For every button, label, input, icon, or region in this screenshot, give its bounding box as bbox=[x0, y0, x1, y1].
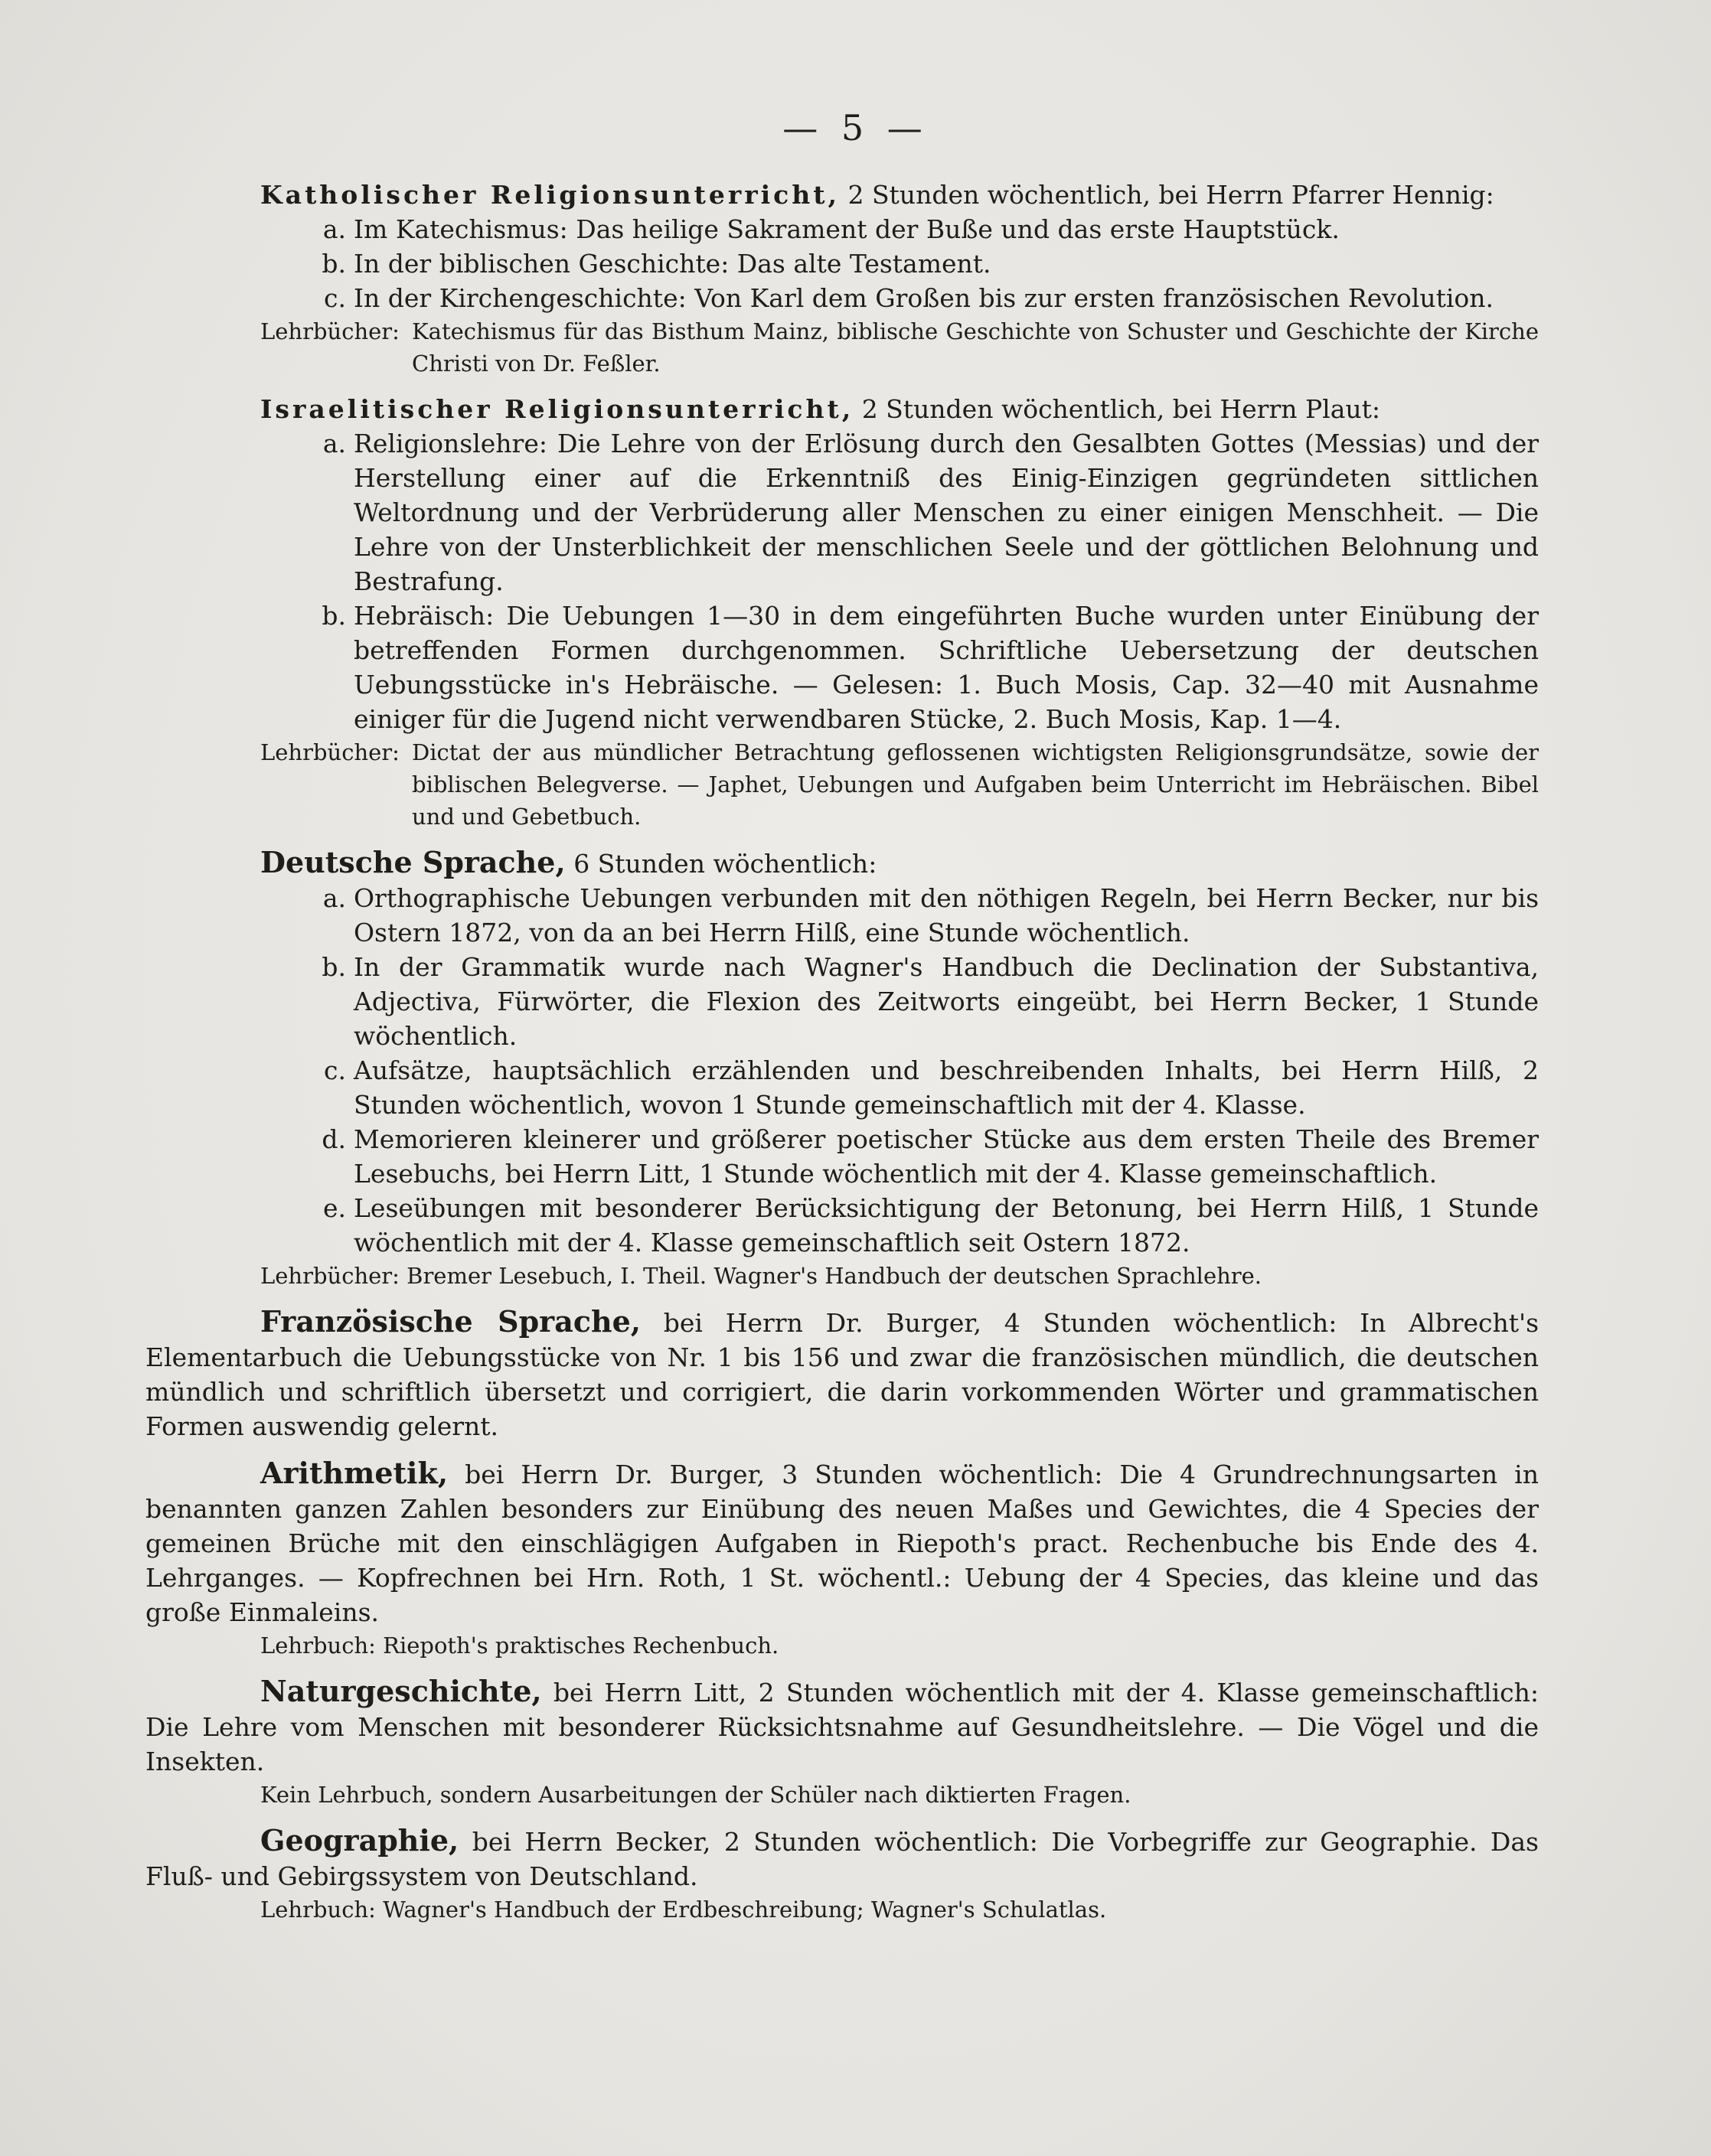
section-israelite-title: Israelitischer Religionsunterricht, bbox=[260, 394, 854, 424]
section-catholic-intro: 2 Stunden wöchentlich, bei Herrn Pfarrer Hennig: bbox=[839, 180, 1494, 210]
item-label: a. bbox=[322, 883, 346, 913]
item-text: In der Kirchengeschichte: Von Karl dem Großen bis zur ersten französischen Revolution. bbox=[354, 283, 1494, 313]
item-label: b. bbox=[322, 249, 346, 279]
textbooks-text: Dictat der aus mündlicher Betrachtung geflossenen wichtigsten Religionsgrundsätze, sowie der biblischen Belegverse. — Japhet, Uebungen und Aufgaben beim Unterricht im Hebräischen. Bibel und und Gebetbuch. bbox=[412, 739, 1539, 830]
item-text: In der biblischen Geschichte: Das alte Testament. bbox=[354, 249, 991, 279]
list-item bbox=[145, 881, 1539, 950]
list-item bbox=[145, 950, 1539, 1053]
section-geography bbox=[145, 1823, 1539, 1893]
textbooks-note bbox=[145, 315, 1539, 380]
section-natural-history bbox=[145, 1674, 1539, 1779]
section-catholic-title: Katholischer Religionsunterricht, bbox=[260, 180, 840, 210]
section-israelite-intro: 2 Stunden wöchentlich, bei Herrn Plaut: bbox=[854, 394, 1381, 424]
item-text: Aufsätze, hauptsächlich erzählenden und beschreibenden Inhalts, bei Herrn Hilß, 2 Stunden wöchentlich, wovon 1 Stunde gemeinschaftlich mit der 4. Klasse. bbox=[354, 1055, 1539, 1120]
textbooks-text: Katechismus für das Bisthum Mainz, biblische Geschichte von Schuster und Geschichte der Kirche Christi von Dr. Feßler. bbox=[412, 318, 1539, 377]
section-french-text: bei Herrn Dr. Burger, 4 Stunden wöchentlich: In Albrecht's Elementarbuch die Uebungsstücke von Nr. 1 bis 156 und zwar die französischen mündlich, die deutschen mündlich und schriftlich übersetzt und corrigiert, die darin vorkommenden Wörter und grammatischen Formen auswendig gelernt. bbox=[145, 1308, 1539, 1441]
list-item bbox=[145, 599, 1539, 736]
item-label: c. bbox=[324, 1055, 346, 1085]
list-item bbox=[145, 426, 1539, 599]
list-item bbox=[145, 212, 1539, 246]
item-label: b. bbox=[322, 601, 346, 631]
item-label: e. bbox=[322, 1193, 346, 1223]
section-arithmetic bbox=[145, 1456, 1539, 1629]
item-label: c. bbox=[324, 283, 346, 313]
item-text: Hebräisch: Die Uebungen 1—30 in dem eingeführten Buche wurden unter Einübung der betreffenden Formen durchgenommen. Schriftliche Uebersetzung der deutschen Uebungsstücke in's Hebräische. — Gelesen: 1. Buch Mosis, Cap. 32—40 mit Ausnahme einiger für die Jugend nicht verwendbaren Stücke, 2. Buch Mosis, Kap. 1—4. bbox=[354, 601, 1539, 734]
item-text: Orthographische Uebungen verbunden mit den nöthigen Regeln, bei Herrn Becker, nur bis Ostern 1872, von da an bei Herrn Hilß, eine Stunde wöchentlich. bbox=[354, 883, 1539, 948]
textbooks-note bbox=[145, 736, 1539, 833]
textbooks-label: Lehrbücher: bbox=[260, 318, 400, 344]
item-text: Im Katechismus: Das heilige Sakrament der Buße und das erste Hauptstück. bbox=[354, 214, 1340, 244]
page-number: — 5 — bbox=[782, 107, 929, 148]
section-french bbox=[145, 1304, 1539, 1443]
section-natural-history-title: Naturgeschichte, bbox=[260, 1674, 542, 1708]
section-german-intro: 6 Stunden wöchentlich: bbox=[565, 849, 877, 879]
section-arithmetic-title: Arithmetik, bbox=[260, 1456, 449, 1490]
section-geography-text: bei Herrn Becker, 2 Stunden wöchentlich: Die Vorbegriffe zur Geographie. Das Fluß- und Gebirgssystem von Deutschland. bbox=[145, 1827, 1539, 1891]
list-item bbox=[145, 1191, 1539, 1260]
item-label: a. bbox=[322, 214, 346, 244]
item-text: Religionslehre: Die Lehre von der Erlösung durch den Gesalbten Gottes (Messias) und der Herstellung einer auf die Erkenntniß des Einig-Einzigen gegründeten sittlichen Weltordnung und der Verbrüderung aller Menschen zu einer einigen Menschheit. — Die Lehre von der Unsterblichkeit der menschlichen Seele und der göttlichen Belohnung und Bestrafung. bbox=[354, 429, 1539, 596]
section-catholic-heading bbox=[145, 178, 1539, 212]
list-item bbox=[145, 281, 1539, 315]
item-label: b. bbox=[322, 952, 346, 982]
section-german-heading bbox=[145, 845, 1539, 881]
section-french-title: Französische Sprache, bbox=[260, 1304, 641, 1339]
list-item bbox=[145, 1053, 1539, 1122]
item-label: a. bbox=[322, 429, 346, 458]
section-arithmetic-text: bei Herrn Dr. Burger, 3 Stunden wöchentlich: Die 4 Grundrechnungsarten in benannten ganzen Zahlen besonders zur Einübung des neuen Maßes und Gewichtes, die 4 Species der gemeinen Brüche mit den einschlägigen Aufgaben in Riepoth's pract. Rechenbuche bis Ende des 4. Lehrganges. — Kopfrechnen bei Hrn. Roth, 1 St. wöchentl.: Uebung der 4 Species, das kleine und das große Einmaleins. bbox=[145, 1460, 1539, 1627]
textbooks-note: Lehrbücher: Bremer Lesebuch, I. Theil. Wagner's Handbuch der deutschen Sprachlehre. bbox=[260, 1263, 1262, 1289]
list-item bbox=[145, 1122, 1539, 1191]
section-german-title: Deutsche Sprache, bbox=[260, 845, 566, 879]
textbooks-note: Kein Lehrbuch, sondern Ausarbeitungen der Schüler nach diktierten Fragen. bbox=[260, 1782, 1131, 1808]
textbooks-note: Lehrbuch: Riepoth's praktisches Rechenbuch. bbox=[260, 1632, 779, 1659]
item-label: d. bbox=[322, 1124, 346, 1154]
section-israelite-heading bbox=[145, 392, 1539, 426]
page-body bbox=[145, 178, 1539, 1926]
item-text: Leseübungen mit besonderer Berücksichtigung der Betonung, bei Herrn Hilß, 1 Stunde wöchentlich mit der 4. Klasse gemeinschaftlich seit Ostern 1872. bbox=[354, 1193, 1539, 1257]
section-geography-title: Geographie, bbox=[260, 1823, 459, 1858]
list-item bbox=[145, 246, 1539, 281]
item-text: In der Grammatik wurde nach Wagner's Handbuch die Declination der Substantiva, Adjectiva, Fürwörter, die Flexion des Zeitworts eingeübt, bei Herrn Becker, 1 Stunde wöchentlich. bbox=[354, 952, 1539, 1051]
textbooks-label: Lehrbücher: bbox=[260, 739, 400, 765]
section-natural-history-text: bei Herrn Litt, 2 Stunden wöchentlich mit der 4. Klasse gemeinschaftlich: Die Lehre vom Menschen mit besonderer Rücksichtsnahme auf Gesundheitslehre. — Die Vögel und die Insekten. bbox=[145, 1678, 1539, 1776]
textbooks-note: Lehrbuch: Wagner's Handbuch der Erdbeschreibung; Wagner's Schulatlas. bbox=[260, 1897, 1107, 1923]
item-text: Memorieren kleinerer und größerer poetischer Stücke aus dem ersten Theile des Bremer Lesebuchs, bei Herrn Litt, 1 Stunde wöchentlich mit der 4. Klasse gemeinschaftlich. bbox=[354, 1124, 1539, 1189]
